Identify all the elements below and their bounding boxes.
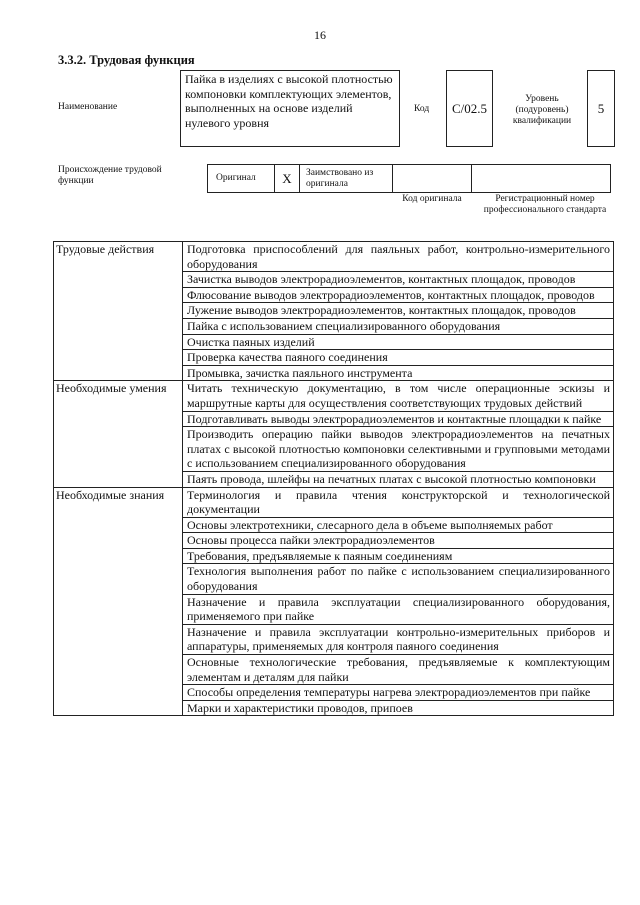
table-cell: Производить операцию пайки выводов электрорадиоэлементов на печатных платах с высокой плотностью компоновки селективными и групповыми методами с использованием специализированного оборудования	[183, 427, 614, 472]
original-mark: X	[274, 164, 300, 193]
table-cell: Способы определения температуры нагрева электрорадиоэлементов при пайке	[183, 685, 614, 701]
code-label: Код	[414, 104, 430, 114]
table-cell: Пайка с использованием специализированного оборудования	[183, 318, 614, 334]
category-cell: Необходимые знания	[54, 487, 183, 716]
borrowed-label: Заимствовано из оригинала	[299, 164, 393, 193]
origin-label: Происхождение трудовой функции	[58, 165, 162, 186]
table-cell: Очистка паяных изделий	[183, 334, 614, 350]
category-cell: Необходимые умения	[54, 381, 183, 487]
table-cell: Основные технологические требования, предъявляемые к комплектующим элементам и деталям для пайки	[183, 655, 614, 685]
origin-row	[208, 164, 614, 193]
table-cell: Подготовка приспособлений для паяльных работ, контрольно-измерительного оборудования	[183, 242, 614, 272]
table-cell: Марки и характеристики проводов, припоев	[183, 700, 614, 716]
table-cell: Лужение выводов электрорадиоэлементов, контактных площадок, проводов	[183, 303, 614, 319]
code-value: С/02.5	[446, 70, 493, 147]
table-cell: Промывка, зачистка паяльного инструмента	[183, 365, 614, 381]
table-row	[54, 242, 614, 272]
name-label: Наименование	[58, 102, 118, 112]
table-row	[54, 487, 614, 517]
reg-number-cell	[471, 164, 611, 193]
table-cell: Подготавливать выводы электрорадиоэлементов и контактные площадки к пайке	[183, 411, 614, 427]
table-cell: Основы электротехники, слесарного дела в объеме выполняемых работ	[183, 517, 614, 533]
table-cell: Основы процесса пайки электрорадиоэлементов	[183, 533, 614, 549]
table-cell: Зачистка выводов электрорадиоэлементов, контактных площадок, проводов	[183, 272, 614, 288]
original-label: Оригинал	[207, 164, 275, 193]
table-cell: Назначение и правила эксплуатации контрольно-измерительных приборов и аппаратуры, применяемых для контроля паяного соединения	[183, 624, 614, 654]
table-cell: Паять провода, шлейфы на печатных платах с высокой плотностью компоновки	[183, 471, 614, 487]
table-cell: Флюсование выводов электрорадиоэлементов, контактных площадок, проводов	[183, 287, 614, 303]
function-table	[53, 241, 614, 716]
section-heading: 3.3.2. Трудовая функция	[58, 53, 195, 67]
level-label: Уровень (подуровень) квалификации	[512, 94, 572, 126]
table-row	[54, 381, 614, 411]
table-cell: Терминология и правила чтения конструкторской и технологической документации	[183, 487, 614, 517]
page-number: 16	[314, 28, 326, 42]
table-cell: Технология выполнения работ по пайке с использованием специализированного оборудования	[183, 564, 614, 594]
table-cell: Читать техническую документацию, в том числе операционные эскизы и маршрутные карты для осуществления соответствующих трудовых действий	[183, 381, 614, 411]
original-code-cell	[392, 164, 472, 193]
original-code-caption: Код оригинала	[402, 194, 462, 204]
table-cell: Проверка качества паяного соединения	[183, 350, 614, 366]
category-cell: Трудовые действия	[54, 242, 183, 381]
table-cell: Требования, предъявляемые к паяным соединениям	[183, 548, 614, 564]
table-cell: Назначение и правила эксплуатации специализированного оборудования, применяемого при пайке	[183, 594, 614, 624]
function-name: Пайка в изделиях с высокой плотностью компоновки комплектующих элементов, выполненных на основе изделий нулевого уровня	[180, 70, 400, 147]
reg-number-caption: Регистрационный номер профессионального стандарта	[483, 194, 607, 215]
level-value: 5	[587, 70, 615, 147]
